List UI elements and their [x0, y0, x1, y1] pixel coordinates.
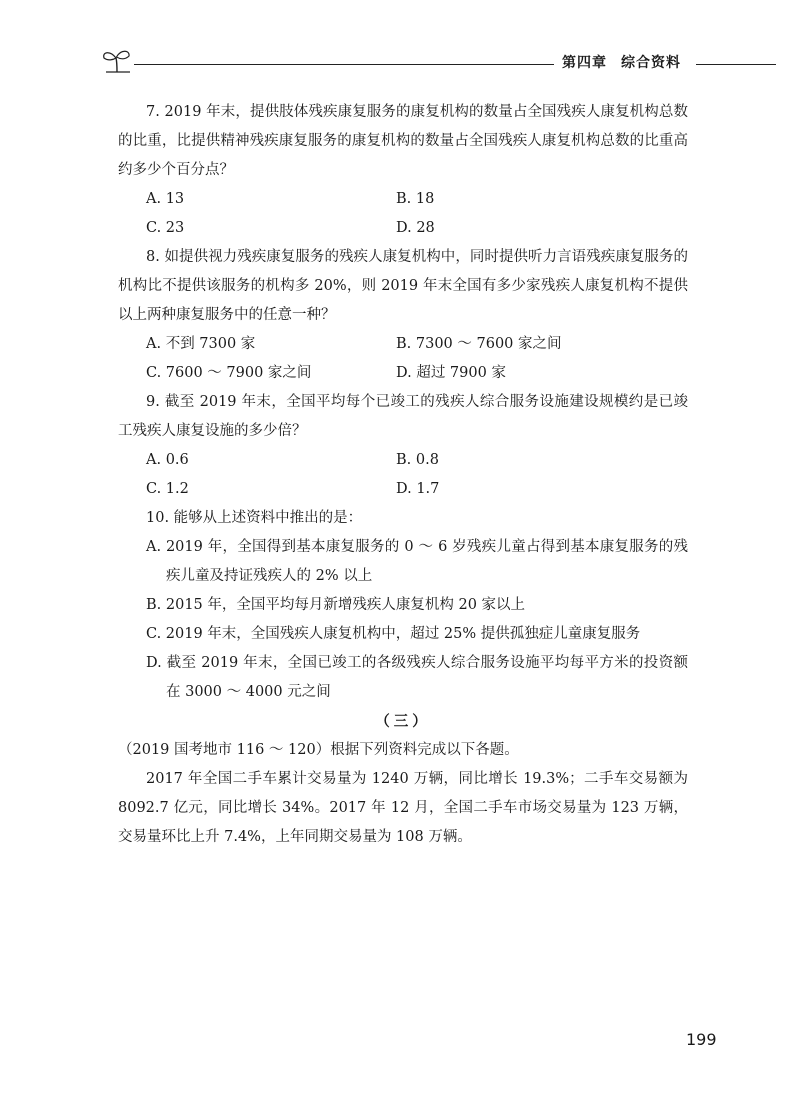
- options-row: [118, 475, 688, 504]
- option: B. 2015 年，全国平均每月新增残疾人康复机构 20 家以上: [146, 597, 526, 613]
- chapter-number: 第四章: [562, 55, 607, 71]
- header-rule-right: [696, 64, 776, 65]
- option: A. 0.6: [146, 452, 189, 468]
- option: A. 13: [146, 191, 185, 207]
- chapter-section: 综合资料: [621, 55, 681, 71]
- options-row: [118, 330, 688, 359]
- option: D. 1.7: [396, 481, 440, 497]
- question-stem: 10. 能够从上述资料中推出的是：: [146, 510, 363, 526]
- option: C. 1.2: [146, 481, 189, 497]
- chapter-title: [562, 52, 681, 72]
- option: C. 23: [146, 220, 185, 236]
- page-content: [118, 98, 688, 852]
- sprout-icon: [100, 44, 134, 74]
- option: A. 2019 年，全国得到基本康复服务的 0 ～ 6 岁残疾儿童占得到基本康复服务的残疾儿童及持证残疾人的 2% 以上: [146, 539, 688, 584]
- option: C. 7600 ～ 7900 家之间: [146, 365, 312, 381]
- question-stem: 8. 如提供视力残疾康复服务的残疾人康复机构中，同时提供听力言语残疾康复服务的机构比不提供该服务的机构多 20%，则 2019 年末全国有多少家残疾人康复机构不提供以上两种康复服务中的任意一种？: [118, 249, 688, 323]
- option: C. 2019 年末，全国残疾人康复机构中，超过 25% 提供孤独症儿童康复服务: [146, 626, 641, 642]
- option: B. 0.8: [396, 452, 439, 468]
- section-title: （三）: [375, 713, 431, 730]
- option: B. 7300 ～ 7600 家之间: [396, 336, 562, 352]
- section-source: （2019 国考地市 116 ～ 120）根据下列资料完成以下各题。: [118, 742, 519, 758]
- option: D. 超过 7900 家: [396, 365, 506, 381]
- page-header: [100, 44, 776, 74]
- option: A. 不到 7300 家: [146, 336, 256, 352]
- options-row: [118, 359, 688, 388]
- option: D. 截至 2019 年末，全国已竣工的各级残疾人综合服务设施平均每平方米的投资额在 3000 ～ 4000 元之间: [146, 655, 688, 700]
- question-stem: 7. 2019 年末，提供肢体残疾康复服务的康复机构的数量占全国残疾人康复机构总数的比重，比提供精神残疾康复服务的康复机构的数量占全国残疾人康复机构总数的比重高约多少个百分点？: [118, 104, 688, 178]
- options-row: [118, 446, 688, 475]
- header-rule-left: [134, 64, 554, 65]
- option: B. 18: [396, 191, 435, 207]
- page-number: 199: [686, 1030, 717, 1049]
- section-material: 2017 年全国二手车累计交易量为 1240 万辆，同比增长 19.3%；二手车交易额为 8092.7 亿元，同比增长 34%。2017 年 12 月，全国二手车市场交易量为 123 万辆，交易量环比上升 7.4%，上年同期交易量为 108 万辆。: [118, 771, 688, 845]
- options-row: [118, 214, 688, 243]
- question-stem: 9. 截至 2019 年末，全国平均每个已竣工的残疾人综合服务设施建设规模约是已竣工残疾人康复设施的多少倍？: [118, 394, 688, 439]
- option: D. 28: [396, 220, 435, 236]
- options-row: [118, 185, 688, 214]
